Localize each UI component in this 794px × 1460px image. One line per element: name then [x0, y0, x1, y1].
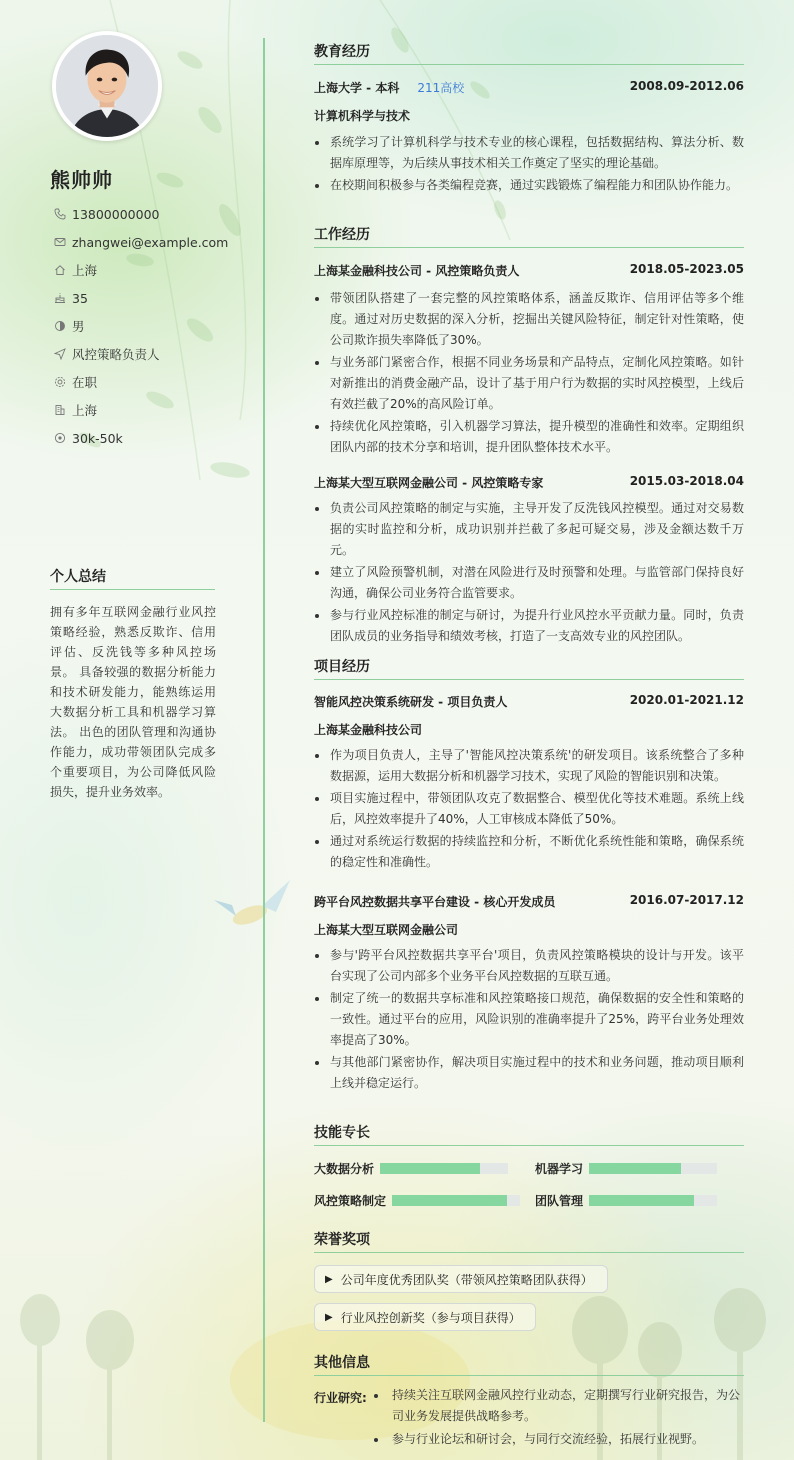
honor-item[interactable] — [314, 1265, 608, 1293]
skill-level-bar — [392, 1195, 520, 1206]
contact-info-list — [50, 200, 250, 452]
honor-item[interactable] — [314, 1303, 536, 1331]
avatar — [52, 31, 162, 141]
info-email — [50, 228, 250, 256]
work-title-1: 上海某金融科技公司 - 风控策略负责人 — [314, 264, 520, 278]
education-major: 计算机科学与技术 — [314, 109, 411, 123]
phone-icon — [50, 208, 70, 220]
education-header — [314, 79, 744, 96]
expand-triangle-icon: ▶ — [325, 1311, 333, 1323]
skill-level-bar — [380, 1163, 508, 1174]
list-item: 持续关注互联网金融风控行业动态，定期撰写行业研究报告，为公司业务发展提供战略参考。 — [372, 1385, 744, 1427]
skill-level-bar — [589, 1195, 717, 1206]
list-item: 作为项目负责人，主导了'智能风控决策系统'的研发项目。该系统整合了多种数据源，运用大数据分析和机器学习技术，实现了风险的智能识别和决策。 — [314, 745, 744, 787]
project-header-2 — [314, 893, 744, 910]
work-date-1: 2018.05-2023.05 — [629, 262, 744, 276]
list-item: 持续优化风控策略，引入机器学习算法，提升模型的准确性和效率。定期组织团队内部的技术分享和培训，提升团队整体技术水平。 — [314, 416, 744, 458]
list-item: 在校期间积极参与各类编程竞赛，通过实践锻炼了编程能力和团队协作能力。 — [314, 175, 744, 196]
other-label: 行业研究: — [314, 1391, 367, 1405]
list-item: 系统学习了计算机科学与技术专业的核心课程，包括数据结构、算法分析、数据库原理等，为后续从事技术相关工作奠定了坚实的理论基础。 — [314, 132, 744, 174]
list-item: 参与'跨平台风控数据共享平台'项目，负责风控策略模块的设计与开发。该平台实现了公司内部多个业务平台风控数据的互联互通。 — [314, 945, 744, 987]
other-bullets — [372, 1385, 744, 1452]
building-icon — [50, 404, 70, 416]
status-value: 在职 — [72, 375, 98, 390]
work-bullets-1 — [314, 288, 744, 459]
skill-item — [314, 1160, 508, 1177]
skill-name: 大数据分析 — [314, 1162, 375, 1176]
skill-name: 风控策略制定 — [314, 1194, 387, 1208]
skill-level-bar — [589, 1163, 717, 1174]
honor-label: 行业风控创新奖（参与项目获得） — [340, 1310, 521, 1325]
skill-item — [535, 1160, 717, 1177]
list-item: 与其他部门紧密协作，解决项目实施过程中的技术和业务问题，推动项目顺利上线并稳定运行。 — [314, 1052, 744, 1094]
projects-section-title: 项目经历 — [314, 656, 744, 680]
project-bullets-2 — [314, 945, 744, 1095]
phone-value: 13800000000 — [72, 206, 160, 222]
project-company-2: 上海某大型互联网金融公司 — [314, 923, 459, 937]
skill-name: 团队管理 — [535, 1194, 584, 1208]
skills-section-title: 技能专长 — [314, 1122, 744, 1146]
list-item: 与业务部门紧密合作，根据不同业务场景和产品特点，定制化风控策略。如针对新推出的消费金融产品，设计了基于用户行为数据的实时风控模型，上线后有效拦截了20%的高风险订单。 — [314, 352, 744, 415]
project-date-2: 2016.07-2017.12 — [629, 893, 744, 907]
project-title-2: 跨平台风控数据共享平台建设 - 核心开发成员 — [314, 895, 556, 909]
info-salary — [50, 424, 250, 452]
skill-level-fill — [392, 1195, 507, 1206]
salary-value: 30k-50k — [72, 430, 123, 446]
skill-name: 机器学习 — [535, 1162, 584, 1176]
info-gender — [50, 312, 250, 340]
age-value: 35 — [72, 290, 88, 306]
info-phone — [50, 200, 250, 228]
work-bullets-2 — [314, 498, 744, 648]
work-city-value: 上海 — [72, 403, 98, 418]
salary-icon — [50, 432, 70, 444]
column-divider — [263, 38, 265, 1422]
position-value: 风控策略负责人 — [72, 347, 160, 362]
list-item: 参与行业风控标准的制定与研讨，为提升行业风控水平贡献力量。同时，负责团队成员的业务指导和绩效考核，打造了一支高效专业的风控团队。 — [314, 605, 744, 647]
project-company-1: 上海某金融科技公司 — [314, 723, 423, 737]
honors-section-title: 荣誉奖项 — [314, 1229, 744, 1253]
list-item: 参与行业论坛和研讨会，与同行交流经验，拓展行业视野。 — [372, 1429, 744, 1450]
info-location — [50, 256, 250, 284]
info-work-city — [50, 396, 250, 424]
education-section-title: 教育经历 — [314, 41, 744, 65]
location-value: 上海 — [72, 263, 98, 278]
honor-label: 公司年度优秀团队奖（带领风控策略团队获得） — [340, 1272, 593, 1287]
candidate-name: 熊帅帅 — [50, 168, 113, 192]
skill-level-fill — [589, 1195, 694, 1206]
summary-text: 拥有多年互联网金融行业风控策略经验，熟悉反欺诈、信用评估、反洗钱等多种风控场景。 具备较强的数据分析能力和技术研发能力，能熟练运用大数据分析工具和机器学习算法。 出色的团队管理和沟通协作能力，成功带领团队完成多个重要项目，为公司降低风险损失，提升业务效率。 — [50, 605, 216, 799]
home-icon — [50, 264, 70, 276]
work-header-2 — [314, 474, 744, 491]
project-header-1 — [314, 693, 744, 710]
cake-icon — [50, 292, 70, 304]
list-item: 通过对系统运行数据的持续监控和分析，不断优化系统性能和策略，确保系统的稳定性和准确性。 — [314, 831, 744, 873]
skill-level-fill — [380, 1163, 480, 1174]
email-value: zhangwei@example.com — [72, 234, 229, 250]
summary-section-title: 个人总结 — [50, 566, 215, 590]
work-header-1 — [314, 262, 744, 279]
work-title-2: 上海某大型互联网金融公司 - 风控策略专家 — [314, 476, 544, 490]
project-bullets-1 — [314, 745, 744, 874]
list-item: 带领团队搭建了一套完整的风控策略体系，涵盖反欺诈、信用评估等多个维度。通过对历史数据的深入分析，挖掘出关键风险特征，制定针对性策略，使公司欺诈损失率降低了30%。 — [314, 288, 744, 351]
send-icon — [50, 348, 70, 360]
list-item: 负责公司风控策略的制定与实施，主导开发了反洗钱风控模型。通过对交易数据的实时监控和分析，成功识别并拦截了多起可疑交易，涉及金额达数千万元。 — [314, 498, 744, 561]
education-bullets — [314, 132, 744, 197]
info-position — [50, 340, 250, 368]
status-icon — [50, 376, 70, 388]
education-tag: 211高校 — [417, 81, 465, 95]
education-school-wrap — [314, 79, 464, 96]
skill-item — [314, 1192, 520, 1209]
skill-level-fill — [589, 1163, 681, 1174]
project-title-1: 智能风控决策系统研发 - 项目负责人 — [314, 695, 508, 709]
info-status — [50, 368, 250, 396]
list-item: 项目实施过程中，带领团队攻克了数据整合、模型优化等技术难题。系统上线后，风控效率提升了40%，人工审核成本降低了50%。 — [314, 788, 744, 830]
list-item: 制定了统一的数据共享标准和风控策略接口规范，确保数据的安全性和策略的一致性。通过平台的应用，风险识别的准确率提升了25%，跨平台业务处理效率提高了30%。 — [314, 988, 744, 1051]
skill-item — [535, 1192, 717, 1209]
project-date-1: 2020.01-2021.12 — [629, 693, 744, 707]
work-date-2: 2015.03-2018.04 — [629, 474, 744, 488]
work-section-title: 工作经历 — [314, 224, 744, 248]
education-date: 2008.09-2012.06 — [629, 79, 744, 93]
expand-triangle-icon: ▶ — [325, 1273, 333, 1285]
education-school: 上海大学 - 本科 — [314, 81, 400, 95]
gender-value: 男 — [72, 319, 85, 334]
list-item: 建立了风险预警机制，对潜在风险进行及时预警和处理。与监管部门保持良好沟通，确保公司业务符合监管要求。 — [314, 562, 744, 604]
mail-icon — [50, 236, 70, 248]
gender-icon — [50, 320, 70, 332]
other-section-title: 其他信息 — [314, 1352, 744, 1376]
info-age — [50, 284, 250, 312]
